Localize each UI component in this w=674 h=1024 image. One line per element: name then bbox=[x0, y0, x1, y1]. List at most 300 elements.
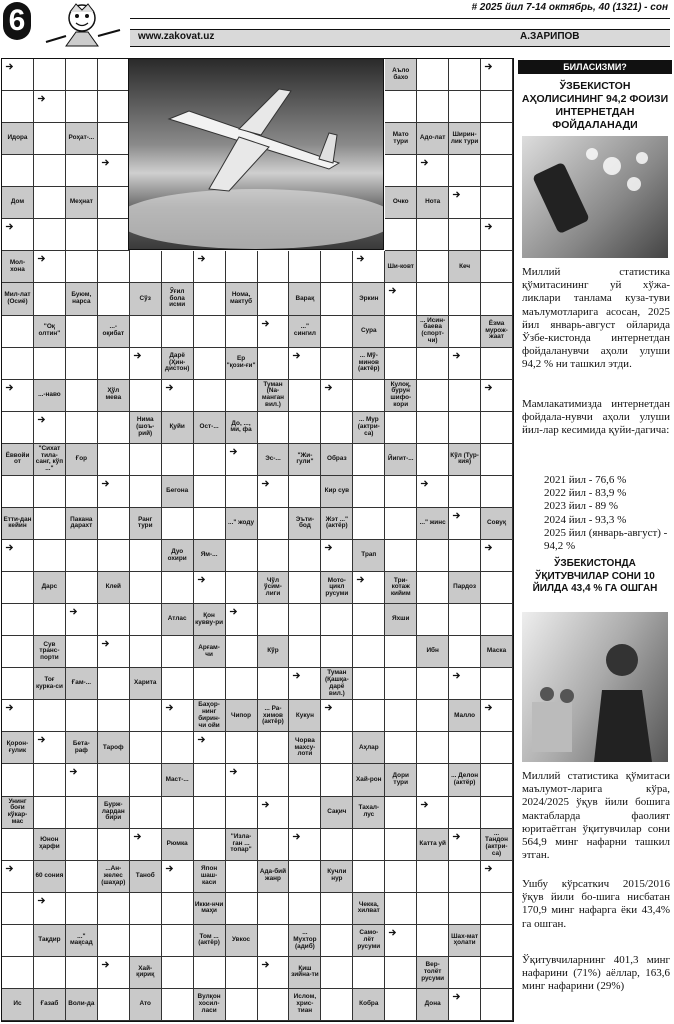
answer-cell[interactable] bbox=[321, 380, 353, 412]
answer-cell[interactable] bbox=[321, 316, 353, 348]
answer-cell[interactable] bbox=[417, 412, 449, 444]
answer-cell[interactable] bbox=[481, 700, 513, 732]
answer-cell[interactable] bbox=[66, 764, 98, 796]
answer-cell[interactable] bbox=[66, 604, 98, 636]
answer-cell[interactable] bbox=[226, 251, 258, 283]
answer-cell[interactable] bbox=[417, 348, 449, 380]
answer-cell[interactable] bbox=[481, 861, 513, 893]
answer-cell[interactable] bbox=[417, 764, 449, 796]
answer-cell[interactable] bbox=[449, 540, 481, 572]
answer-cell[interactable] bbox=[385, 700, 417, 732]
answer-cell[interactable] bbox=[2, 572, 34, 604]
answer-cell[interactable] bbox=[449, 219, 481, 251]
answer-cell[interactable] bbox=[385, 957, 417, 989]
answer-cell[interactable] bbox=[226, 476, 258, 508]
answer-cell[interactable] bbox=[66, 700, 98, 732]
answer-cell[interactable] bbox=[353, 604, 385, 636]
answer-cell[interactable] bbox=[34, 187, 66, 219]
answer-cell[interactable] bbox=[258, 764, 290, 796]
answer-cell[interactable] bbox=[130, 797, 162, 829]
answer-cell[interactable] bbox=[385, 636, 417, 668]
answer-cell[interactable] bbox=[226, 893, 258, 925]
answer-cell[interactable] bbox=[289, 572, 321, 604]
answer-cell[interactable] bbox=[130, 444, 162, 476]
answer-cell[interactable] bbox=[162, 797, 194, 829]
answer-cell[interactable] bbox=[449, 636, 481, 668]
answer-cell[interactable] bbox=[34, 700, 66, 732]
answer-cell[interactable] bbox=[226, 764, 258, 796]
answer-cell[interactable] bbox=[481, 380, 513, 412]
answer-cell[interactable] bbox=[449, 989, 481, 1021]
answer-cell[interactable] bbox=[98, 187, 130, 219]
answer-cell[interactable] bbox=[417, 797, 449, 829]
answer-cell[interactable] bbox=[481, 989, 513, 1021]
answer-cell[interactable] bbox=[385, 412, 417, 444]
answer-cell[interactable] bbox=[162, 925, 194, 957]
answer-cell[interactable] bbox=[449, 59, 481, 91]
answer-cell[interactable] bbox=[417, 380, 449, 412]
answer-cell[interactable] bbox=[66, 572, 98, 604]
answer-cell[interactable] bbox=[353, 700, 385, 732]
answer-cell[interactable] bbox=[98, 59, 130, 91]
answer-cell[interactable] bbox=[417, 444, 449, 476]
answer-cell[interactable] bbox=[449, 829, 481, 861]
answer-cell[interactable] bbox=[34, 957, 66, 989]
answer-cell[interactable] bbox=[34, 893, 66, 925]
answer-cell[interactable] bbox=[162, 508, 194, 540]
answer-cell[interactable] bbox=[449, 893, 481, 925]
answer-cell[interactable] bbox=[130, 732, 162, 764]
answer-cell[interactable] bbox=[321, 604, 353, 636]
answer-cell[interactable] bbox=[66, 540, 98, 572]
answer-cell[interactable] bbox=[226, 316, 258, 348]
answer-cell[interactable] bbox=[2, 380, 34, 412]
answer-cell[interactable] bbox=[194, 508, 226, 540]
answer-cell[interactable] bbox=[417, 155, 449, 187]
answer-cell[interactable] bbox=[417, 604, 449, 636]
answer-cell[interactable] bbox=[2, 316, 34, 348]
answer-cell[interactable] bbox=[385, 91, 417, 123]
answer-cell[interactable] bbox=[321, 893, 353, 925]
answer-cell[interactable] bbox=[194, 444, 226, 476]
answer-cell[interactable] bbox=[34, 219, 66, 251]
answer-cell[interactable] bbox=[98, 219, 130, 251]
answer-cell[interactable] bbox=[194, 316, 226, 348]
answer-cell[interactable] bbox=[321, 764, 353, 796]
answer-cell[interactable] bbox=[130, 893, 162, 925]
answer-cell[interactable] bbox=[34, 412, 66, 444]
answer-cell[interactable] bbox=[258, 604, 290, 636]
answer-cell[interactable] bbox=[385, 155, 417, 187]
answer-cell[interactable] bbox=[34, 797, 66, 829]
answer-cell[interactable] bbox=[258, 957, 290, 989]
answer-cell[interactable] bbox=[162, 668, 194, 700]
answer-cell[interactable] bbox=[258, 797, 290, 829]
answer-cell[interactable] bbox=[130, 604, 162, 636]
answer-cell[interactable] bbox=[449, 861, 481, 893]
answer-cell[interactable] bbox=[130, 829, 162, 861]
answer-cell[interactable] bbox=[130, 476, 162, 508]
answer-cell[interactable] bbox=[130, 700, 162, 732]
answer-cell[interactable] bbox=[353, 861, 385, 893]
answer-cell[interactable] bbox=[2, 893, 34, 925]
answer-cell[interactable] bbox=[226, 380, 258, 412]
answer-cell[interactable] bbox=[258, 316, 290, 348]
answer-cell[interactable] bbox=[449, 797, 481, 829]
answer-cell[interactable] bbox=[66, 412, 98, 444]
answer-cell[interactable] bbox=[98, 893, 130, 925]
answer-cell[interactable] bbox=[321, 283, 353, 315]
answer-cell[interactable] bbox=[34, 123, 66, 155]
answer-cell[interactable] bbox=[194, 957, 226, 989]
answer-cell[interactable] bbox=[34, 732, 66, 764]
answer-cell[interactable] bbox=[481, 476, 513, 508]
answer-cell[interactable] bbox=[289, 540, 321, 572]
answer-cell[interactable] bbox=[2, 91, 34, 123]
answer-cell[interactable] bbox=[417, 251, 449, 283]
answer-cell[interactable] bbox=[353, 829, 385, 861]
answer-cell[interactable] bbox=[385, 861, 417, 893]
answer-cell[interactable] bbox=[130, 572, 162, 604]
answer-cell[interactable] bbox=[98, 636, 130, 668]
answer-cell[interactable] bbox=[449, 508, 481, 540]
answer-cell[interactable] bbox=[449, 732, 481, 764]
answer-cell[interactable] bbox=[66, 829, 98, 861]
answer-cell[interactable] bbox=[481, 893, 513, 925]
answer-cell[interactable] bbox=[162, 989, 194, 1021]
answer-cell[interactable] bbox=[34, 764, 66, 796]
answer-cell[interactable] bbox=[353, 957, 385, 989]
answer-cell[interactable] bbox=[481, 348, 513, 380]
answer-cell[interactable] bbox=[417, 283, 449, 315]
answer-cell[interactable] bbox=[481, 604, 513, 636]
answer-cell[interactable] bbox=[226, 957, 258, 989]
answer-cell[interactable] bbox=[258, 348, 290, 380]
answer-cell[interactable] bbox=[2, 219, 34, 251]
answer-cell[interactable] bbox=[417, 476, 449, 508]
answer-cell[interactable] bbox=[289, 348, 321, 380]
answer-cell[interactable] bbox=[258, 540, 290, 572]
answer-cell[interactable] bbox=[449, 348, 481, 380]
answer-cell[interactable] bbox=[385, 540, 417, 572]
answer-cell[interactable] bbox=[385, 219, 417, 251]
answer-cell[interactable] bbox=[289, 797, 321, 829]
answer-cell[interactable] bbox=[194, 797, 226, 829]
answer-cell[interactable] bbox=[34, 91, 66, 123]
answer-cell[interactable] bbox=[321, 348, 353, 380]
answer-cell[interactable] bbox=[449, 283, 481, 315]
answer-cell[interactable] bbox=[162, 316, 194, 348]
answer-cell[interactable] bbox=[481, 572, 513, 604]
answer-cell[interactable] bbox=[321, 957, 353, 989]
answer-cell[interactable] bbox=[98, 957, 130, 989]
answer-cell[interactable] bbox=[321, 251, 353, 283]
answer-cell[interactable] bbox=[449, 187, 481, 219]
answer-cell[interactable] bbox=[2, 668, 34, 700]
answer-cell[interactable] bbox=[34, 348, 66, 380]
answer-cell[interactable] bbox=[353, 380, 385, 412]
answer-cell[interactable] bbox=[162, 444, 194, 476]
answer-cell[interactable] bbox=[417, 59, 449, 91]
answer-cell[interactable] bbox=[34, 155, 66, 187]
answer-cell[interactable] bbox=[385, 732, 417, 764]
answer-cell[interactable] bbox=[66, 636, 98, 668]
answer-cell[interactable] bbox=[321, 540, 353, 572]
answer-cell[interactable] bbox=[417, 861, 449, 893]
answer-cell[interactable] bbox=[66, 380, 98, 412]
answer-cell[interactable] bbox=[289, 604, 321, 636]
answer-cell[interactable] bbox=[385, 316, 417, 348]
answer-cell[interactable] bbox=[162, 957, 194, 989]
answer-cell[interactable] bbox=[385, 925, 417, 957]
answer-cell[interactable] bbox=[34, 283, 66, 315]
answer-cell[interactable] bbox=[321, 636, 353, 668]
answer-cell[interactable] bbox=[226, 861, 258, 893]
answer-cell[interactable] bbox=[130, 540, 162, 572]
answer-cell[interactable] bbox=[194, 283, 226, 315]
answer-cell[interactable] bbox=[353, 476, 385, 508]
answer-cell[interactable] bbox=[162, 380, 194, 412]
answer-cell[interactable] bbox=[34, 59, 66, 91]
answer-cell[interactable] bbox=[98, 508, 130, 540]
answer-cell[interactable] bbox=[449, 316, 481, 348]
answer-cell[interactable] bbox=[162, 893, 194, 925]
answer-cell[interactable] bbox=[481, 540, 513, 572]
answer-cell[interactable] bbox=[385, 283, 417, 315]
answer-cell[interactable] bbox=[130, 636, 162, 668]
answer-cell[interactable] bbox=[2, 155, 34, 187]
answer-cell[interactable] bbox=[66, 957, 98, 989]
answer-cell[interactable] bbox=[353, 636, 385, 668]
answer-cell[interactable] bbox=[258, 893, 290, 925]
answer-cell[interactable] bbox=[2, 925, 34, 957]
answer-cell[interactable] bbox=[449, 380, 481, 412]
answer-cell[interactable] bbox=[2, 476, 34, 508]
answer-cell[interactable] bbox=[98, 412, 130, 444]
answer-cell[interactable] bbox=[321, 989, 353, 1021]
answer-cell[interactable] bbox=[162, 636, 194, 668]
answer-cell[interactable] bbox=[258, 508, 290, 540]
answer-cell[interactable] bbox=[98, 829, 130, 861]
answer-cell[interactable] bbox=[2, 764, 34, 796]
answer-cell[interactable] bbox=[98, 925, 130, 957]
answer-cell[interactable] bbox=[98, 764, 130, 796]
answer-cell[interactable] bbox=[289, 829, 321, 861]
answer-cell[interactable] bbox=[98, 700, 130, 732]
answer-cell[interactable] bbox=[194, 476, 226, 508]
answer-cell[interactable] bbox=[98, 604, 130, 636]
answer-cell[interactable] bbox=[98, 155, 130, 187]
answer-cell[interactable] bbox=[449, 476, 481, 508]
answer-cell[interactable] bbox=[385, 829, 417, 861]
answer-cell[interactable] bbox=[385, 797, 417, 829]
answer-cell[interactable] bbox=[2, 636, 34, 668]
answer-cell[interactable] bbox=[258, 732, 290, 764]
answer-cell[interactable] bbox=[226, 444, 258, 476]
answer-cell[interactable] bbox=[449, 957, 481, 989]
answer-cell[interactable] bbox=[417, 91, 449, 123]
answer-cell[interactable] bbox=[194, 668, 226, 700]
answer-cell[interactable] bbox=[194, 732, 226, 764]
answer-cell[interactable] bbox=[258, 412, 290, 444]
answer-cell[interactable] bbox=[66, 316, 98, 348]
answer-cell[interactable] bbox=[2, 829, 34, 861]
answer-cell[interactable] bbox=[385, 348, 417, 380]
answer-cell[interactable] bbox=[194, 572, 226, 604]
answer-cell[interactable] bbox=[130, 251, 162, 283]
answer-cell[interactable] bbox=[98, 283, 130, 315]
answer-cell[interactable] bbox=[353, 444, 385, 476]
answer-cell[interactable] bbox=[481, 797, 513, 829]
answer-cell[interactable] bbox=[417, 668, 449, 700]
answer-cell[interactable] bbox=[162, 861, 194, 893]
answer-cell[interactable] bbox=[481, 283, 513, 315]
answer-cell[interactable] bbox=[66, 893, 98, 925]
answer-cell[interactable] bbox=[226, 636, 258, 668]
answer-cell[interactable] bbox=[98, 348, 130, 380]
answer-cell[interactable] bbox=[162, 732, 194, 764]
answer-cell[interactable] bbox=[34, 251, 66, 283]
answer-cell[interactable] bbox=[481, 251, 513, 283]
answer-cell[interactable] bbox=[34, 508, 66, 540]
answer-cell[interactable] bbox=[258, 251, 290, 283]
answer-cell[interactable] bbox=[417, 572, 449, 604]
answer-cell[interactable] bbox=[258, 476, 290, 508]
answer-cell[interactable] bbox=[162, 251, 194, 283]
answer-cell[interactable] bbox=[258, 283, 290, 315]
answer-cell[interactable] bbox=[289, 476, 321, 508]
answer-cell[interactable] bbox=[321, 925, 353, 957]
answer-cell[interactable] bbox=[481, 732, 513, 764]
answer-cell[interactable] bbox=[226, 572, 258, 604]
answer-cell[interactable] bbox=[98, 91, 130, 123]
answer-cell[interactable] bbox=[321, 829, 353, 861]
answer-cell[interactable] bbox=[98, 251, 130, 283]
answer-cell[interactable] bbox=[66, 797, 98, 829]
answer-cell[interactable] bbox=[66, 59, 98, 91]
answer-cell[interactable] bbox=[353, 251, 385, 283]
answer-cell[interactable] bbox=[417, 732, 449, 764]
answer-cell[interactable] bbox=[481, 91, 513, 123]
answer-cell[interactable] bbox=[385, 989, 417, 1021]
answer-cell[interactable] bbox=[417, 893, 449, 925]
answer-cell[interactable] bbox=[449, 604, 481, 636]
answer-cell[interactable] bbox=[130, 316, 162, 348]
answer-cell[interactable] bbox=[34, 476, 66, 508]
answer-cell[interactable] bbox=[385, 893, 417, 925]
answer-cell[interactable] bbox=[449, 412, 481, 444]
answer-cell[interactable] bbox=[2, 412, 34, 444]
answer-cell[interactable] bbox=[2, 348, 34, 380]
answer-cell[interactable] bbox=[34, 540, 66, 572]
answer-cell[interactable] bbox=[289, 636, 321, 668]
answer-cell[interactable] bbox=[353, 508, 385, 540]
answer-cell[interactable] bbox=[258, 668, 290, 700]
answer-cell[interactable] bbox=[481, 187, 513, 219]
answer-cell[interactable] bbox=[385, 668, 417, 700]
answer-cell[interactable] bbox=[194, 251, 226, 283]
answer-cell[interactable] bbox=[289, 251, 321, 283]
answer-cell[interactable] bbox=[194, 764, 226, 796]
answer-cell[interactable] bbox=[481, 764, 513, 796]
answer-cell[interactable] bbox=[449, 668, 481, 700]
answer-cell[interactable] bbox=[481, 219, 513, 251]
answer-cell[interactable] bbox=[130, 764, 162, 796]
answer-cell[interactable] bbox=[66, 251, 98, 283]
answer-cell[interactable] bbox=[385, 476, 417, 508]
answer-cell[interactable] bbox=[66, 861, 98, 893]
answer-cell[interactable] bbox=[481, 155, 513, 187]
answer-cell[interactable] bbox=[385, 508, 417, 540]
answer-cell[interactable] bbox=[481, 925, 513, 957]
answer-cell[interactable] bbox=[226, 604, 258, 636]
answer-cell[interactable] bbox=[226, 797, 258, 829]
answer-cell[interactable] bbox=[481, 123, 513, 155]
answer-cell[interactable] bbox=[66, 91, 98, 123]
answer-cell[interactable] bbox=[258, 989, 290, 1021]
answer-cell[interactable] bbox=[226, 540, 258, 572]
answer-cell[interactable] bbox=[353, 668, 385, 700]
answer-cell[interactable] bbox=[130, 380, 162, 412]
answer-cell[interactable] bbox=[289, 893, 321, 925]
answer-cell[interactable] bbox=[98, 476, 130, 508]
answer-cell[interactable] bbox=[2, 861, 34, 893]
answer-cell[interactable] bbox=[481, 412, 513, 444]
answer-cell[interactable] bbox=[162, 700, 194, 732]
answer-cell[interactable] bbox=[66, 476, 98, 508]
answer-cell[interactable] bbox=[481, 668, 513, 700]
answer-cell[interactable] bbox=[321, 700, 353, 732]
answer-cell[interactable] bbox=[2, 957, 34, 989]
answer-cell[interactable] bbox=[2, 540, 34, 572]
answer-cell[interactable] bbox=[226, 668, 258, 700]
answer-cell[interactable] bbox=[66, 219, 98, 251]
answer-cell[interactable] bbox=[321, 412, 353, 444]
answer-cell[interactable] bbox=[449, 155, 481, 187]
answer-cell[interactable] bbox=[481, 59, 513, 91]
answer-cell[interactable] bbox=[98, 444, 130, 476]
answer-cell[interactable] bbox=[481, 444, 513, 476]
answer-cell[interactable] bbox=[66, 348, 98, 380]
answer-cell[interactable] bbox=[417, 540, 449, 572]
answer-cell[interactable] bbox=[258, 925, 290, 957]
answer-cell[interactable] bbox=[321, 732, 353, 764]
answer-cell[interactable] bbox=[2, 59, 34, 91]
answer-cell[interactable] bbox=[226, 732, 258, 764]
answer-cell[interactable] bbox=[194, 348, 226, 380]
answer-cell[interactable] bbox=[289, 380, 321, 412]
answer-cell[interactable] bbox=[34, 604, 66, 636]
answer-cell[interactable] bbox=[258, 829, 290, 861]
answer-cell[interactable] bbox=[417, 219, 449, 251]
answer-cell[interactable] bbox=[162, 572, 194, 604]
answer-cell[interactable] bbox=[98, 540, 130, 572]
answer-cell[interactable] bbox=[289, 412, 321, 444]
answer-cell[interactable] bbox=[194, 829, 226, 861]
answer-cell[interactable] bbox=[289, 764, 321, 796]
answer-cell[interactable] bbox=[449, 91, 481, 123]
answer-cell[interactable] bbox=[353, 572, 385, 604]
answer-cell[interactable] bbox=[289, 668, 321, 700]
answer-cell[interactable] bbox=[481, 957, 513, 989]
answer-cell[interactable] bbox=[98, 668, 130, 700]
answer-cell[interactable] bbox=[2, 700, 34, 732]
answer-cell[interactable] bbox=[194, 380, 226, 412]
answer-cell[interactable] bbox=[417, 700, 449, 732]
answer-cell[interactable] bbox=[98, 989, 130, 1021]
answer-cell[interactable] bbox=[130, 925, 162, 957]
answer-cell[interactable] bbox=[289, 861, 321, 893]
